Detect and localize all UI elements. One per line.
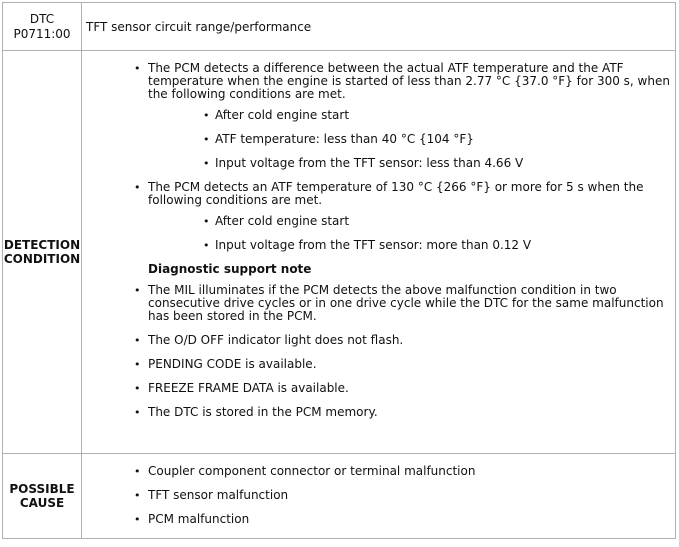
detection-label-cell — [3, 51, 82, 454]
list-item: • The O/D OFF indicator light does not flash. — [82, 334, 675, 347]
dtc-label: DTC — [29, 11, 55, 26]
list-item: • After cold engine start — [82, 109, 675, 122]
sub-condition-list — [82, 109, 675, 170]
dtc-header-row — [3, 3, 676, 51]
list-item: • Coupler component connector or terminal malfunction — [82, 465, 675, 478]
possible-cause-row — [3, 454, 676, 539]
list-item: • FREEZE FRAME DATA is available. — [82, 382, 675, 395]
detection-label-line1: DETECTION — [3, 238, 81, 252]
detection-list — [82, 181, 675, 207]
list-item: • The PCM detects an ATF temperature of 130 °C {266 °F} or more for 5 s when the following conditions are met. — [82, 181, 675, 207]
list-item: • TFT sensor malfunction — [82, 489, 675, 502]
possible-cause-list — [82, 454, 675, 526]
possible-cause-label-cell — [3, 454, 82, 539]
list-item: • The DTC is stored in the PCM memory. — [82, 406, 675, 419]
dtc-code-cell — [3, 3, 82, 51]
dtc-table — [2, 2, 676, 539]
list-item: • PENDING CODE is available. — [82, 358, 675, 371]
detection-label-line2: CONDITION — [3, 252, 81, 266]
diagnostic-note-list — [82, 284, 675, 419]
list-item: • Input voltage from the TFT sensor: less than 4.66 V — [82, 157, 675, 170]
detection-content — [82, 51, 676, 454]
list-item: • The MIL illuminates if the PCM detects the above malfunction condition in two consecutive drive cycles or in one drive cycle while the DTC for the same malfunction has been stored in the PCM. — [82, 284, 675, 323]
list-item: • The PCM detects a difference between the actual ATF temperature and the ATF temperature when the engine is started of less than 2.77 °C {37.0 °F} for 300 s, when the following conditions are met. — [82, 62, 675, 101]
list-item: • ATF temperature: less than 40 °C {104 °F} — [82, 133, 675, 146]
list-item: • After cold engine start — [82, 215, 675, 228]
possible-cause-content — [82, 454, 676, 539]
detection-row — [3, 51, 676, 454]
dtc-description: TFT sensor circuit range/performance — [82, 3, 676, 51]
list-item: • PCM malfunction — [82, 513, 675, 526]
diagnostic-note-title: Diagnostic support note — [148, 262, 312, 276]
dtc-code: P0711:00 — [13, 26, 71, 41]
sub-condition-list — [82, 215, 675, 252]
list-item: • Input voltage from the TFT sensor: more than 0.12 V — [82, 239, 675, 252]
possible-cause-label-line1: POSSIBLE — [9, 482, 75, 496]
possible-cause-label-line2: CAUSE — [19, 496, 65, 510]
detection-list — [82, 51, 675, 101]
